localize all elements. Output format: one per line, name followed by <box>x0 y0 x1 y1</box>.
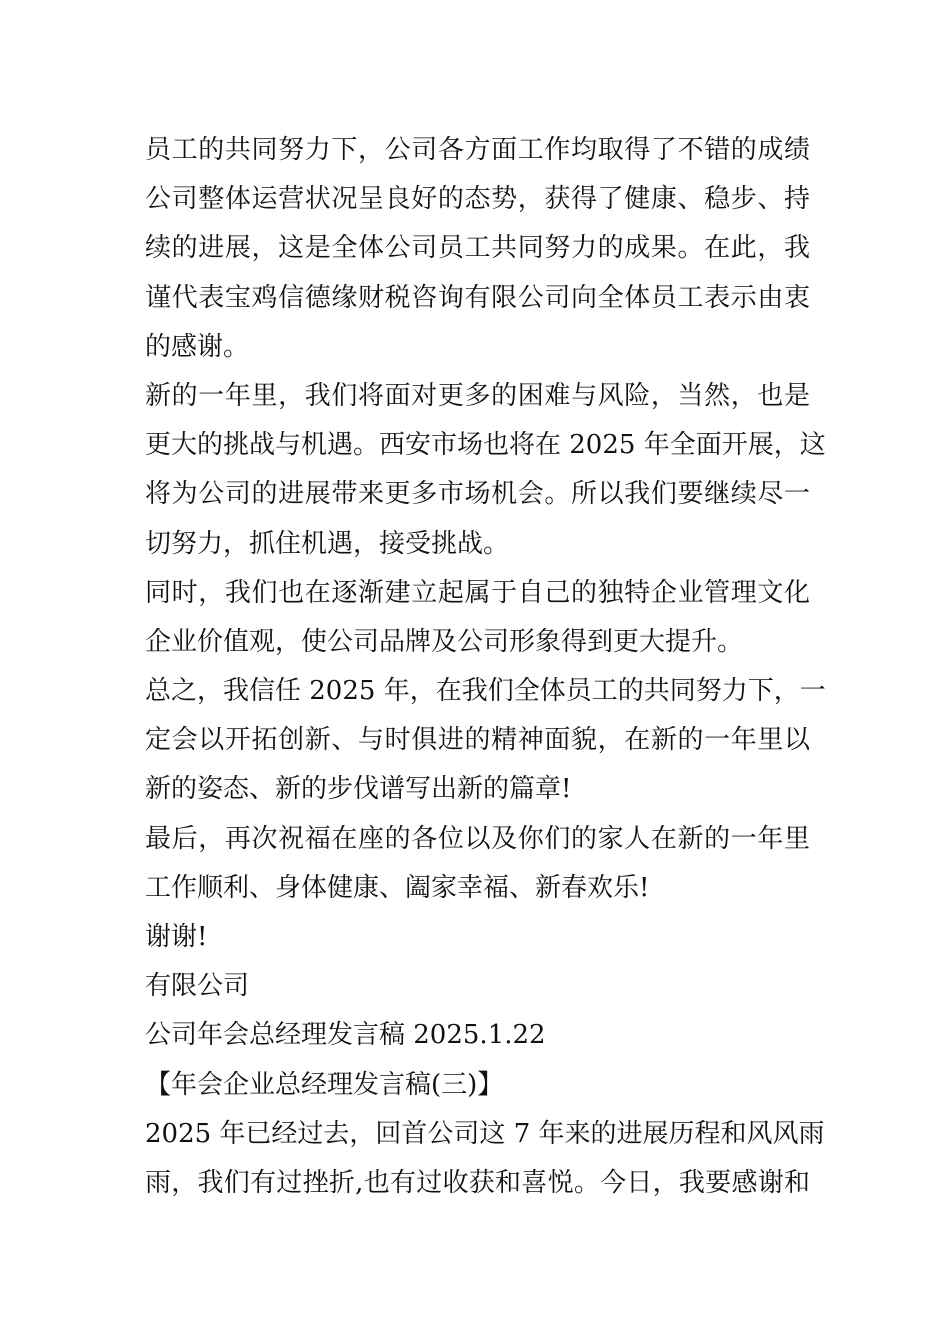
text-line: 新的姿态、新的步伐谱写出新的篇章! <box>145 774 572 805</box>
text-line: 将为公司的进展带来更多市场机会。所以我们要继续尽一 <box>145 479 810 510</box>
text-line: 2025 年已经过去，回首公司这 7 年来的进展历程和风风雨 <box>145 1118 825 1149</box>
text-line: 总之，我信任 2025 年，在我们全体员工的共同努力下，一 <box>145 676 826 707</box>
text-line: 公司年会总经理发言稿 2025.1.22 <box>145 1020 546 1051</box>
text-line: 切努力，抓住机遇，接受挑战。 <box>145 528 510 559</box>
text-line: 更大的挑战与机遇。西安市场也将在 2025 年全面开展，这 <box>145 430 826 461</box>
text-line: 谨代表宝鸡信德缘财税咨询有限公司向全体员工表示由衷 <box>145 282 810 313</box>
text-line: 的感谢。 <box>145 331 250 362</box>
text-line: 员工的共同努力下，公司各方面工作均取得了不错的成绩 <box>145 135 810 165</box>
text-line: 最后，再次祝福在座的各位以及你们的家人在新的一年里 <box>145 823 810 854</box>
text-line: 公司整体运营状况呈良好的态势，获得了健康、稳步、持 <box>145 184 810 215</box>
text-line: 有限公司 <box>145 971 250 1002</box>
text-line: 定会以开拓创新、与时俱进的精神面貌，在新的一年里以 <box>145 725 810 756</box>
text-line: 同时，我们也在逐渐建立起属于自己的独特企业管理文化 <box>145 577 810 608</box>
text-line: 谢谢! <box>145 922 208 952</box>
section-heading: 【年会企业总经理发言稿(三)】 <box>145 1069 504 1100</box>
text-line: 工作顺利、身体健康、阖家幸福、新春欢乐! <box>145 872 650 903</box>
text-line: 企业价值观，使公司品牌及公司形象得到更大提升。 <box>145 626 744 657</box>
text-line: 续的进展，这是全体公司员工共同努力的成果。在此，我 <box>145 233 810 264</box>
text-line: 新的一年里，我们将面对更多的困难与风险，当然，也是 <box>145 380 810 411</box>
text-line: 雨，我们有过挫折,也有过收获和喜悦。今日，我要感谢和 <box>145 1167 810 1198</box>
body-text <box>145 126 826 1208</box>
